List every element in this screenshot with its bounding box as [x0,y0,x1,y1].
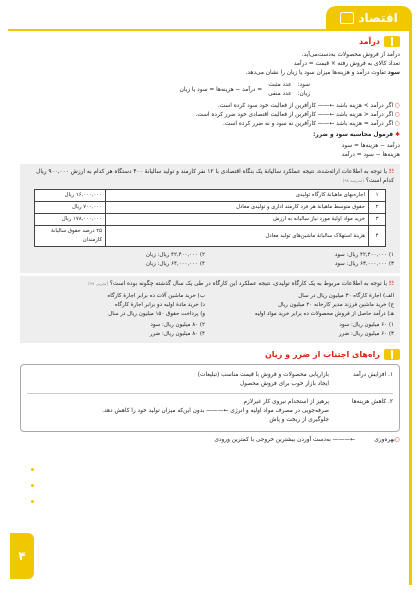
row-desc: حقوق متوسط ماهیانهٔ هر فرد کارمند اداری و تولیدی معادل [106,202,369,214]
calc-line: هزینه‌ها − سود = درآمد [341,152,400,158]
ways-box [20,364,400,432]
profit-label: سود [387,70,400,76]
question-2 [20,276,400,343]
row-number: ۴ [369,226,386,247]
question-item: د) خرید مادهٔ اولیه دو برابر اجارهٔ کارگاه [114,301,205,308]
way-row [27,398,393,425]
answer-option[interactable]: ۳) ۶۳,۰۰۰,۰۰۰ ریال: سود [334,261,394,268]
profit-word: سود: [297,82,310,88]
star-icon: ✱ [393,132,400,138]
data-table [34,189,386,247]
profit-formula: = درآمد − هزینه‌ها = سود یا زیان [179,86,263,93]
way-row [20,436,400,445]
condition-row [20,111,400,120]
negative-label: عدد منفی [268,91,292,97]
answer-option[interactable]: ۴) ۸۰ میلیون ریال: ضرر [149,330,205,337]
row-desc: هزینهٔ استهلاک سالیانهٔ ماشین‌های تولید معادل [106,226,369,247]
margin-rule [409,30,412,585]
question-item: و) پرداخت حقوق ۱۵۰ میلیون ریال در سال [108,310,205,317]
decor-dot [31,500,34,503]
def-line: درآمد از فروش محصولات به‌دست‌می‌آید. [301,52,400,58]
answer-option[interactable]: ۲) ۴۲,۴۰۰,۰۰۰ ریال: زیان [145,252,205,259]
way-line: جلوگیری از ریخت و پاش [269,416,329,423]
bullet-icon: ○ [394,436,400,443]
row-desc: اجاره‌بهای ماهیانهٔ کارگاه تولیدی [106,190,369,202]
header-tab [326,6,412,30]
condition-text: اگر درآمد = هزینه باشد ←—— کارآفرین نه سود و نه ضرر کرده است. [223,121,394,127]
question-item: هـ) درآمد حاصل از فروش محصولات ده برابر خرید مواد اولیه [254,310,394,317]
question-item: الف) اجارهٔ کارگاه ۳۰ میلیون ریال در سال [298,292,394,299]
bullet-icon: ○ [393,121,400,127]
question-icon: ☷ [388,281,394,288]
row-number: ۳ [369,214,386,226]
book-icon [384,349,400,360]
question-icon: ☷ [388,169,394,175]
answer-option[interactable]: ۲) ۸۰ میلیون ریال: سود [150,321,205,328]
row-desc: خرید مواد اولیهٔ مورد نیاز سالیانه به ارزش [106,214,369,226]
question-1 [20,164,400,273]
table-row [35,190,386,202]
loss-word: زیان: [297,91,310,97]
question-source: (تجربی ۹۹) [88,281,109,287]
calc-heading [20,131,400,140]
way-line: ←——— به‌دست آوردن بیشترین خروجی با کمترین ورودی [214,436,355,443]
question-text: با توجه به اطلاعات مربوط به یک کارگاه تولیدی، نتیجه عملکرد این کارگاه در طی یک سال گذشته چگونه بوده است؟ [109,281,387,288]
positive-label: عدد مثبت [268,82,292,88]
row-value: ۱۶,۰۰۰,۰۰۰ ریال [35,190,106,202]
divider [27,393,393,394]
income-title: درآمد [358,37,380,46]
condition-text: اگر درآمد < هزینه باشد ←—— کارآفرین از فعالیت اقتصادی خود ضرر کرده است. [195,112,394,118]
row-value: ۷۰۰,۰۰۰ ریال [35,202,106,214]
answer-option[interactable]: ۱) ۶۰ میلیون ریال: سود [339,321,394,328]
book-icon [384,36,400,47]
bullet-icon: ○ [393,112,400,118]
ways-title: راه‌های اجتناب از ضرر و زیان [264,349,380,359]
calc-line: درآمد − هزینه‌ها = سود [341,143,400,149]
question-item: ب) خرید ماشین آلات ده برابر اجارهٔ کارگاه [107,292,205,299]
profit-loss-block [20,81,400,99]
way-line: ایجاد بازار خوب برای فروش محصول [239,380,329,387]
question-text: با توجه به اطلاعات ارائه‌شده، نتیجه عملکرد سالیانهٔ یک بنگاه اقتصادی با ۱۲ نفر کارمند و تولید سالیانهٔ ۴۰۰ دستگاه هر کدام به ارزش ۹۰۰,۰۰۰ ریال کدام است؟ [36,169,394,184]
row-number: ۲ [369,202,386,214]
question-source: (مدرسه ۹۸) [342,177,365,183]
way-line: صرفه‌جویی در مصرف مواد اولیه و انرژی ←——— بدون این‌که میزان تولید خود را کاهش دهد. [102,407,329,414]
row-value: ۱۷۸,۰۰۰,۰۰۰ ریال [35,214,106,226]
row-value: ۲۵ درصد حقوق سالیانهٔ کارمندان [35,226,106,247]
header-title: اقتصاد [358,11,398,25]
condition-row [20,102,400,111]
way-label: بهره‌وری [374,436,395,443]
answer-option[interactable]: ۴) ۶۴,۰۰۰,۰۰۰ ریال: زیان [145,261,205,268]
condition-row [20,120,400,129]
way-row [27,371,393,389]
bullet-icon: ○ [393,103,400,109]
decor-dot [31,468,34,471]
ways-heading [20,349,400,360]
question-item: ج) خرید ماشین فرزند مدیر کارخانه ۲۰ میلیون ریال [277,301,394,308]
way-line: بازاریابی محصولات و فروش با قیمت مناسب (تبلیغات) [197,371,329,378]
way-line: پرهیز از استخدام نیروی کار غیرلازم [243,398,329,405]
income-heading [20,36,400,47]
answer-option[interactable]: ۱) ۴۲,۴۰۰,۰۰۰ ریال: سود [334,252,394,259]
table-row [35,214,386,226]
book-icon [340,12,354,24]
way-label: ۱. افزایش درآمد [353,371,393,378]
table-row [35,202,386,214]
decor-dot [31,484,34,487]
calc-title: فرمول محاسبه سود و ضرر: [313,132,394,138]
row-number: ۱ [369,190,386,202]
def-line: تعداد کالای به فروش رفته × قیمت = درآمد [293,61,400,67]
profit-def: تفاوت درآمد و هزینه‌ها میزان سود یا زیان را نشان می‌دهد. [245,70,386,76]
table-row [35,226,386,247]
page-number: ۴ [10,533,34,579]
condition-text: اگر درآمد > هزینه باشد ←—— کارآفرین از فعالیت خود سود کرده است. [217,103,394,109]
answer-option[interactable]: ۳) ۶۰ میلیون ریال: ضرر [338,330,394,337]
way-label: ۲. کاهش هزینه‌ها [351,398,393,405]
